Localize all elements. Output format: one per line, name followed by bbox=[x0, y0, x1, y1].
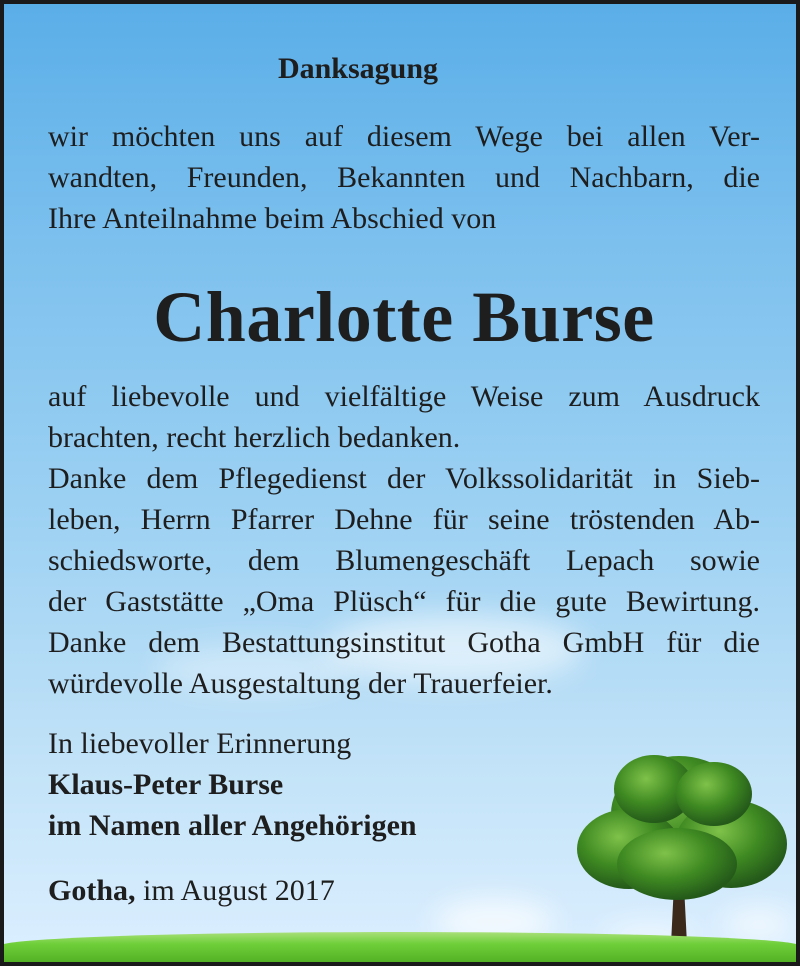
closing-block bbox=[48, 723, 760, 846]
intro-paragraph bbox=[48, 116, 760, 239]
place: Gotha, bbox=[48, 874, 136, 907]
text-line: wir möchten uns auf diesem Wege bei allen Ver- bbox=[48, 120, 760, 153]
text-line: Danke dem Bestattungsinstitut Gotha GmbH für die bbox=[48, 626, 760, 659]
heading: Danksagung bbox=[277, 52, 439, 85]
on-behalf-line: im Namen aller Angehörigen bbox=[48, 809, 417, 842]
text-line: Ihre Anteilnahme beim Abschied von bbox=[48, 202, 497, 235]
remembrance-line: In liebevoller Erinnerung bbox=[48, 727, 352, 760]
text-line: brachten, recht herzlich bedanken. bbox=[48, 421, 461, 454]
grass bbox=[0, 932, 800, 966]
date: im August 2017 bbox=[135, 874, 335, 907]
text-line: schiedsworte, dem Blumengeschäft Lepach sowie bbox=[48, 544, 760, 577]
deceased-name: Charlotte Burse bbox=[153, 277, 655, 357]
text-line: der Gaststätte „Oma Plüsch“ für die gute Bewirtung. bbox=[48, 585, 760, 618]
place-date bbox=[48, 870, 760, 911]
text-line: auf liebevolle und vielfältige Weise zum Ausdruck bbox=[48, 380, 760, 413]
text-line: wandten, Freunden, Bekannten und Nachbarn, die bbox=[48, 161, 760, 194]
body-paragraph bbox=[48, 376, 760, 704]
signer-name: Klaus-Peter Burse bbox=[48, 768, 284, 801]
text-line: würdevolle Ausgestaltung der Trauerfeier. bbox=[48, 667, 553, 700]
text-line: leben, Herrn Pfarrer Dehne für seine tröstenden Ab- bbox=[48, 503, 760, 536]
text-line: Danke dem Pflegedienst der Volkssolidarität in Sieb- bbox=[48, 462, 760, 495]
